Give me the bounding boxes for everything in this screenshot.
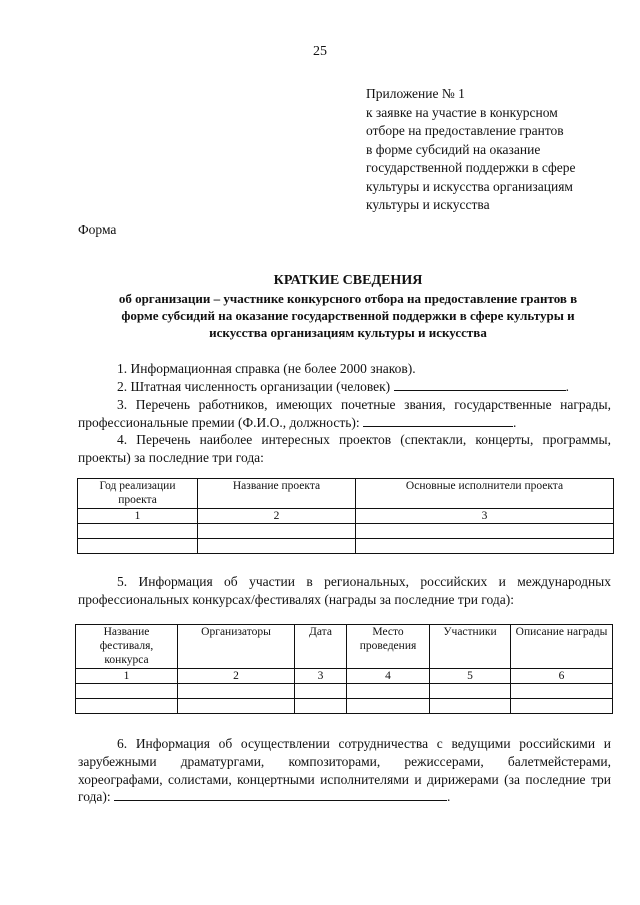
appendix-line: Приложение № 1: [366, 86, 465, 101]
table-row: [78, 539, 614, 554]
projects-table: [77, 478, 614, 554]
header-year: Год реализации проекта: [78, 479, 198, 509]
festivals-table: [75, 624, 613, 714]
item-1-text: 1. Информационная справка (не более 2000 знаков).: [117, 361, 416, 376]
item-2: [78, 378, 611, 396]
title-sub-line: искусства организациям культуры и искусства: [209, 325, 487, 340]
item-5-text: 5. Информация об участии в региональных, российских и международных профессиональных конкурсах/фестивалях (награды за последние три года):: [78, 574, 611, 607]
document-title: [78, 272, 618, 341]
header-project-name: Название проекта: [198, 479, 356, 509]
appendix-note: [366, 85, 621, 215]
appendix-line: культуры и искусства организациям: [366, 178, 573, 194]
column-number: 4: [347, 669, 430, 684]
column-number: 6: [511, 669, 613, 684]
table-cell[interactable]: [430, 699, 511, 714]
table-number-row: [78, 509, 614, 524]
header-date: Дата: [295, 625, 347, 669]
item-2-text: 2. Штатная численность организации (человек): [117, 379, 391, 394]
table-cell[interactable]: [511, 699, 613, 714]
column-number: 3: [295, 669, 347, 684]
table-row: [78, 524, 614, 539]
title-sub-line: форме субсидий на оказание государственной поддержки в сфере культуры и: [121, 308, 575, 323]
header-organizers: Организаторы: [178, 625, 295, 669]
table-cell[interactable]: [295, 684, 347, 699]
item-2-period: .: [565, 379, 569, 394]
column-number: 1: [78, 509, 198, 524]
form-label: Форма: [78, 222, 117, 237]
table-cell[interactable]: [198, 539, 356, 554]
table-cell[interactable]: [347, 699, 430, 714]
header-performers: Основные исполнители проекта: [356, 479, 614, 509]
column-number: 3: [356, 509, 614, 524]
table-cell[interactable]: [511, 684, 613, 699]
table-cell[interactable]: [356, 539, 614, 554]
table-cell[interactable]: [356, 524, 614, 539]
table-cell[interactable]: [347, 684, 430, 699]
item-3-text: 3. Перечень работников, имеющих почетные звания, государственные награды, профессиональные премии (Ф.И.О., должность):: [78, 397, 611, 430]
column-number: 2: [178, 669, 295, 684]
staff-count-field[interactable]: [394, 378, 566, 391]
header-venue: Место проведения: [347, 625, 430, 669]
item-3-period: .: [513, 414, 517, 430]
table-cell[interactable]: [78, 539, 198, 554]
table-header-row: [76, 625, 613, 669]
item-6-text: 6. Информация об осуществлении сотрудничества с ведущими российскими и зарубежными драматургами, композиторами, режиссерами, балетмейстерами, хореографами, солистами, концертными исполнителями и дирижерами (за последние три года):: [78, 736, 611, 805]
table-cell[interactable]: [295, 699, 347, 714]
appendix-line: к заявке на участие в конкурсном: [366, 104, 558, 120]
header-award-description: Описание награды: [511, 625, 613, 669]
item-6: [78, 735, 611, 806]
header-participants: Участники: [430, 625, 511, 669]
table-cell[interactable]: [76, 684, 178, 699]
page-number: 25: [313, 44, 327, 59]
title-main: КРАТКИЕ СВЕДЕНИЯ: [273, 273, 423, 288]
header-festival-name: Название фестиваля, конкурса: [76, 625, 178, 669]
table-header-row: [78, 479, 614, 509]
column-number: 2: [198, 509, 356, 524]
table-row: [76, 684, 613, 699]
column-number: 5: [430, 669, 511, 684]
table-number-row: [76, 669, 613, 684]
table-cell[interactable]: [78, 524, 198, 539]
table-cell[interactable]: [198, 524, 356, 539]
item-4-text: 4. Перечень наиболее интересных проектов (спектакли, концерты, программы, проекты) за последние три года:: [78, 432, 611, 465]
employees-field[interactable]: [363, 414, 513, 427]
item-5: [78, 573, 611, 609]
column-number: 1: [76, 669, 178, 684]
item-6-period: .: [447, 789, 451, 805]
table-cell[interactable]: [178, 684, 295, 699]
table-row: [76, 699, 613, 714]
table-cell[interactable]: [76, 699, 178, 714]
item-1: [78, 360, 611, 378]
table-cell[interactable]: [178, 699, 295, 714]
table-cell[interactable]: [430, 684, 511, 699]
item-3: [78, 396, 611, 432]
appendix-line: культуры и искусства: [366, 197, 490, 212]
cooperation-field[interactable]: [114, 788, 447, 801]
appendix-line: в форме субсидий на оказание: [366, 141, 541, 157]
title-sub-line: об организации – участнике конкурсного отбора на предоставление грантов в: [118, 291, 578, 306]
appendix-line: отборе на предоставление грантов: [366, 123, 564, 138]
item-4: [78, 431, 611, 467]
appendix-line: государственной поддержки в сфере: [366, 160, 576, 175]
